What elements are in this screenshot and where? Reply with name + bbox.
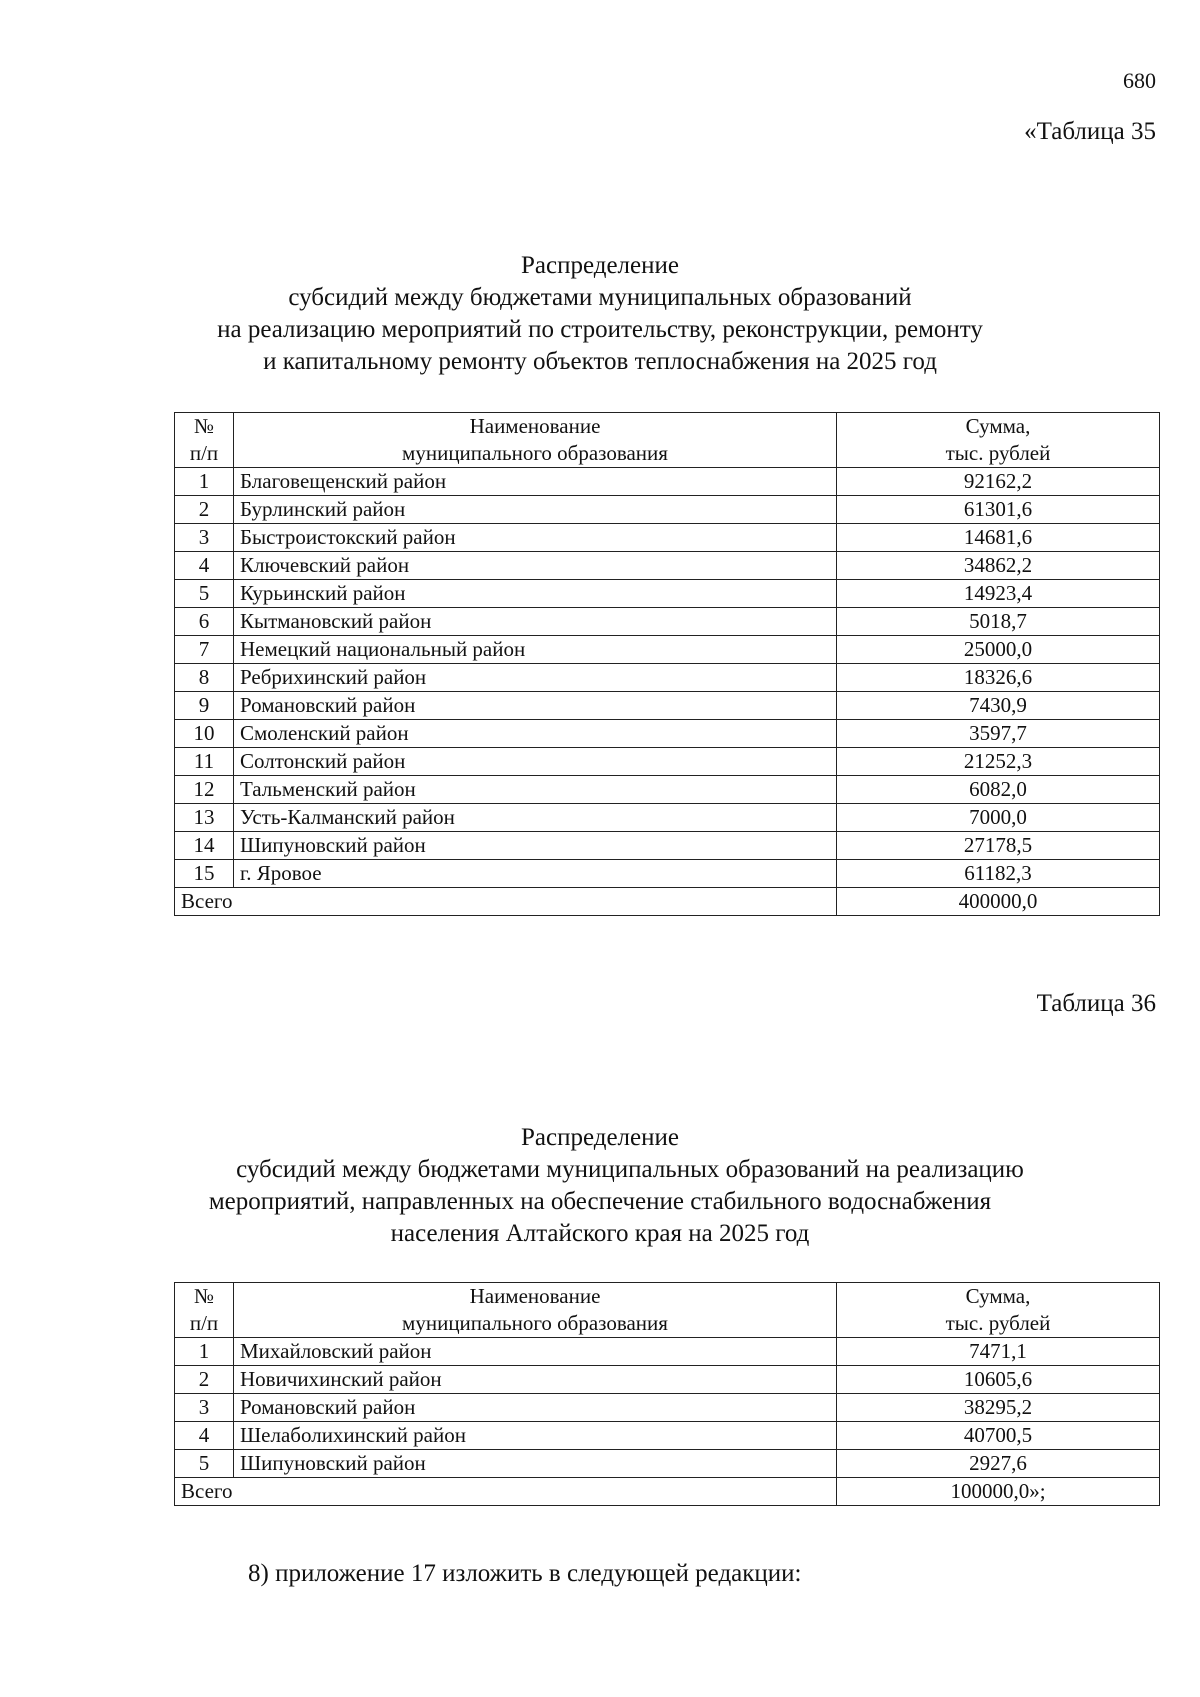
row-num: 15 <box>175 860 234 888</box>
table-row <box>175 608 1160 636</box>
row-sum: 3597,7 <box>837 720 1160 748</box>
row-sum: 61182,3 <box>837 860 1160 888</box>
row-num: 7 <box>175 636 234 664</box>
header-num <box>175 1283 234 1338</box>
heading-line: субсидий между бюджетами муниципальных образований на реализацию <box>236 1156 1024 1183</box>
table-row <box>175 1338 1160 1366</box>
row-num: 2 <box>175 1366 234 1394</box>
table-row <box>175 1366 1160 1394</box>
row-num: 5 <box>175 580 234 608</box>
row-num: 9 <box>175 692 234 720</box>
header-name-line1: Наименование <box>469 414 601 438</box>
header-sum-line1: Сумма, <box>965 414 1031 438</box>
row-sum: 7471,1 <box>837 1338 1160 1366</box>
heading-line: мероприятий, направленных на обеспечение стабильного водоснабжения <box>208 1188 992 1215</box>
total-label: Всего <box>175 1478 837 1506</box>
total-label: Всего <box>175 888 837 916</box>
row-num: 4 <box>175 1422 234 1450</box>
table-row <box>175 524 1160 552</box>
row-num: 14 <box>175 832 234 860</box>
header-num-line2: п/п <box>189 1311 219 1335</box>
row-sum: 61301,6 <box>837 496 1160 524</box>
total-sum: 400000,0 <box>837 888 1160 916</box>
row-name: Немецкий национальный район <box>234 636 837 664</box>
table-row <box>175 468 1160 496</box>
row-name: Усть-Калманский район <box>234 804 837 832</box>
row-sum: 40700,5 <box>837 1422 1160 1450</box>
row-name: Быстроистокский район <box>234 524 837 552</box>
row-sum: 25000,0 <box>837 636 1160 664</box>
header-name-line2: муниципального образования <box>402 441 668 465</box>
row-name: Бурлинский район <box>234 496 837 524</box>
row-name: Солтонский район <box>234 748 837 776</box>
row-num: 10 <box>175 720 234 748</box>
table-row <box>175 860 1160 888</box>
row-sum: 34862,2 <box>837 552 1160 580</box>
row-sum: 6082,0 <box>837 776 1160 804</box>
row-sum: 18326,6 <box>837 664 1160 692</box>
row-sum: 10605,6 <box>837 1366 1160 1394</box>
row-sum: 7430,9 <box>837 692 1160 720</box>
row-num: 1 <box>175 468 234 496</box>
row-name: Благовещенский район <box>234 468 837 496</box>
heading-line: субсидий между бюджетами муниципальных образований <box>288 284 912 311</box>
table-header-row <box>175 413 1160 468</box>
row-name: Шелаболихинский район <box>234 1422 837 1450</box>
header-sum-line2: тыс. рублей <box>945 441 1051 465</box>
row-sum: 27178,5 <box>837 832 1160 860</box>
table-row <box>175 664 1160 692</box>
row-name: г. Яровое <box>234 860 837 888</box>
row-num: 3 <box>175 1394 234 1422</box>
row-num: 12 <box>175 776 234 804</box>
table-row <box>175 692 1160 720</box>
header-name-line2: муниципального образования <box>402 1311 668 1335</box>
table-row <box>175 552 1160 580</box>
row-num: 2 <box>175 496 234 524</box>
table-row <box>175 636 1160 664</box>
row-name: Ключевский район <box>234 552 837 580</box>
header-name <box>234 1283 837 1338</box>
row-num: 13 <box>175 804 234 832</box>
table-35-label: «Таблица 35 <box>1024 118 1156 145</box>
table-row <box>175 720 1160 748</box>
row-num: 8 <box>175 664 234 692</box>
table-36-heading <box>0 1122 1200 1250</box>
table-36-label: Таблица 36 <box>1036 990 1156 1017</box>
row-name: Романовский район <box>234 1394 837 1422</box>
row-sum: 38295,2 <box>837 1394 1160 1422</box>
heading-line: населения Алтайского края на 2025 год <box>390 1220 810 1247</box>
row-num: 1 <box>175 1338 234 1366</box>
row-num: 5 <box>175 1450 234 1478</box>
row-name: Кытмановский район <box>234 608 837 636</box>
row-name: Ребрихинский район <box>234 664 837 692</box>
row-sum: 14923,4 <box>837 580 1160 608</box>
header-sum-line1: Сумма, <box>965 1284 1031 1308</box>
row-num: 6 <box>175 608 234 636</box>
header-num <box>175 413 234 468</box>
heading-line: на реализацию мероприятий по строительству, реконструкции, ремонту <box>217 316 983 343</box>
header-num-line1: № <box>193 1284 215 1308</box>
heading-line: Распределение <box>521 252 679 279</box>
row-sum: 14681,6 <box>837 524 1160 552</box>
table-row <box>175 496 1160 524</box>
row-name: Михайловский район <box>234 1338 837 1366</box>
table-35 <box>174 412 1160 916</box>
table-35-heading <box>0 250 1200 378</box>
heading-line: и капитальному ремонту объектов теплоснабжения на 2025 год <box>263 348 937 375</box>
header-sum <box>837 1283 1160 1338</box>
table-row <box>175 776 1160 804</box>
footer-instruction: 8) приложение 17 изложить в следующей редакции: <box>248 1560 802 1587</box>
row-sum: 2927,6 <box>837 1450 1160 1478</box>
row-sum: 7000,0 <box>837 804 1160 832</box>
table-row <box>175 804 1160 832</box>
row-name: Шипуновский район <box>234 832 837 860</box>
row-name: Курьинский район <box>234 580 837 608</box>
table-row <box>175 1450 1160 1478</box>
table-row <box>175 832 1160 860</box>
table-row <box>175 748 1160 776</box>
table-total-row <box>175 888 1160 916</box>
row-name: Смоленский район <box>234 720 837 748</box>
table-total-row <box>175 1478 1160 1506</box>
page-number: 680 <box>1123 68 1156 93</box>
total-sum: 100000,0»; <box>837 1478 1160 1506</box>
header-sum-line2: тыс. рублей <box>945 1311 1051 1335</box>
table-row <box>175 1394 1160 1422</box>
header-num-line2: п/п <box>189 441 219 465</box>
header-name <box>234 413 837 468</box>
table-row <box>175 580 1160 608</box>
row-num: 3 <box>175 524 234 552</box>
row-sum: 92162,2 <box>837 468 1160 496</box>
row-num: 11 <box>175 748 234 776</box>
heading-line: Распределение <box>521 1124 679 1151</box>
row-sum: 21252,3 <box>837 748 1160 776</box>
row-num: 4 <box>175 552 234 580</box>
header-num-line1: № <box>193 414 215 438</box>
table-row <box>175 1422 1160 1450</box>
row-name: Новичихинский район <box>234 1366 837 1394</box>
row-name: Тальменский район <box>234 776 837 804</box>
table-36 <box>174 1282 1160 1506</box>
row-name: Шипуновский район <box>234 1450 837 1478</box>
row-name: Романовский район <box>234 692 837 720</box>
header-name-line1: Наименование <box>469 1284 601 1308</box>
table-header-row <box>175 1283 1160 1338</box>
header-sum <box>837 413 1160 468</box>
row-sum: 5018,7 <box>837 608 1160 636</box>
